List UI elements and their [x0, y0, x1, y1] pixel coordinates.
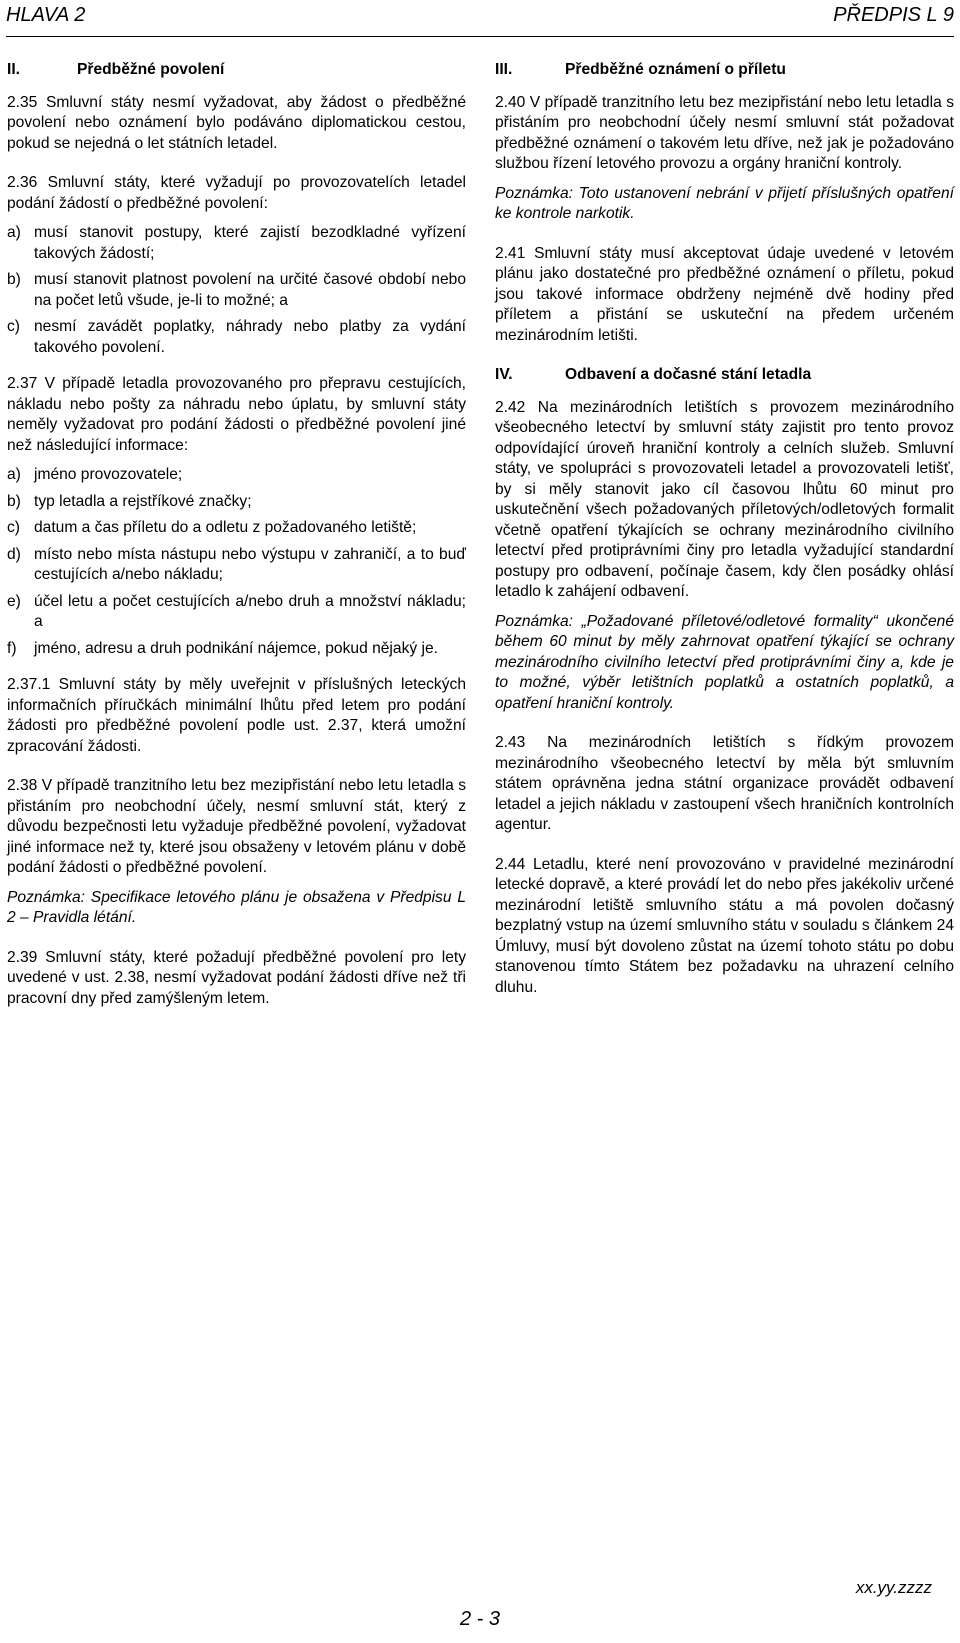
paragraph-2-37-1: 2.37.1 Smluvní státy by měly uveřejnit v příslušných leteckých informačních příručkách minimální lhůtu před letem pro podání žádosti pro předběžné povolení podle ust. 2.37, která umožní zpracování žádosti.	[7, 676, 466, 755]
list-item: c) datum a čas příletu do a odletu z požadovaného letiště;	[7, 519, 417, 536]
right-column	[495, 60, 954, 1007]
section-number: IV.	[495, 366, 513, 383]
note-2-42: Poznámka: „Požadované příletové/odletové formality“ ukončené během 60 minut by měly zahrnovat opatření týkající se ochrany mezinárodního civilního letectví před protiprávními činy a, kde je to možné, výběr letištních poplatků a ostatních poplatků, a opatření hraniční kontroly.	[495, 612, 954, 712]
list-item: c) nesmí zavádět poplatky, náhrady nebo platby za vydání takového povolení.	[7, 318, 466, 356]
paragraph-2-43: 2.43 Na mezinárodních letištích s řídkým provozem mezinárodního všeobecného letectví by měla být smluvním státem oprávněna jedna státní organizace provádět odbavení letadel a jejich nákladu v zastoupení všech hraničních kontrolních agentur.	[495, 734, 954, 833]
section-heading-ii	[7, 60, 466, 81]
list-item: a) jméno provozovatele;	[7, 466, 183, 483]
revision-date: xx.yy.zzzz	[855, 1578, 932, 1597]
section-heading-iii	[495, 60, 954, 81]
page-number: 2 - 3	[459, 1608, 501, 1630]
list-item: a) musí stanovit postupy, které zajistí bezodkladné vyřízení takových žádostí;	[7, 224, 466, 262]
paragraph-2-35: 2.35 Smluvní státy nesmí vyžadovat, aby žádost o předběžné povolení nebo oznámení bylo podáváno diplomatickou cestou, pokud se nejedná o let státních letadel.	[7, 93, 466, 152]
paragraph-2-38: 2.38 V případě tranzitního letu bez mezipřistání nebo letu letadla s přistáním pro neobchodní účely, nesmí smluvní stát, který z důvodu bezpečnosti letu vyžaduje předběžné povolení, vyžadovat jiné informace než ty, které jsou obsaženy v letovém plánu v době podání žádosti o předběžné povolení.	[7, 777, 466, 876]
list-item: d) místo nebo místa nástupu nebo výstupu v zahraničí, a to buď cestujících a/nebo nákladu;	[7, 545, 466, 583]
paragraph-2-41: 2.41 Smluvní státy musí akceptovat údaje uvedené v letovém plánu jako dostatečné pro předběžné oznámení o příletu, pokud jsou takové informace obdrženy nejméně dvě hodiny před příletem a přistání se uskuteční na předem určeném mezinárodním letišti.	[495, 244, 954, 344]
note-2-38: Poznámka: Specifikace letového plánu je obsažena v Předpisu L 2 – Pravidla létání.	[7, 888, 466, 926]
section-title: Předběžné oznámení o příletu	[565, 61, 786, 78]
regulation-label: PŘEDPIS L 9	[833, 4, 954, 26]
paragraph-2-36: 2.36 Smluvní státy, které vyžadují po provozovatelích letadel podání žádostí o předběžné povolení:	[7, 174, 466, 212]
section-title: Předběžné povolení	[77, 61, 225, 78]
left-column	[7, 60, 466, 1018]
section-number: II.	[7, 61, 20, 78]
note-2-40: Poznámka: Toto ustanovení nebrání v přijetí příslušných opatření ke kontrole narkotik.	[495, 184, 954, 222]
list-item: f) jméno, adresu a druh podnikání nájemce, pokud nějaký je.	[7, 639, 438, 657]
list-item: b) musí stanovit platnost povolení na určité časové období nebo na počet letů všude, je-li to možné; a	[7, 271, 466, 309]
list-item: b) typ letadla a rejstříkové značky;	[7, 492, 252, 510]
section-title: Odbavení a dočasné stání letadla	[565, 366, 812, 383]
paragraph-2-40: 2.40 V případě tranzitního letu bez mezipřistání nebo letu letadla s přistáním pro neobchodní účely nesmí smluvní stát požadovat předběžné oznámení o takovém letu dříve, než jak je požadováno službou řízení letového provozu a orgány hraniční kontroly.	[495, 93, 954, 172]
list-item: e) účel letu a počet cestujících a/nebo druh a množství nákladu; a	[7, 592, 466, 630]
paragraph-2-39: 2.39 Smluvní státy, které požadují předběžné povolení pro lety uvedené v ust. 2.38, nesmí vyžadovat podání žádosti dříve než tři pracovní dny před zamýšleným letem.	[7, 948, 466, 1007]
paragraph-2-37: 2.37 V případě letadla provozovaného pro přepravu cestujících, nákladu nebo pošty za náhradu nebo úplatu, by smluvní státy neměly vyžadovat pro podání žádosti o předběžné povolení jiné než následující informace:	[7, 375, 466, 454]
chapter-label: HLAVA 2	[6, 4, 86, 26]
paragraph-2-44: 2.44 Letadlu, které není provozováno v pravidelné mezinárodní letecké dopravě, a které provádí let do nebo přes jakékoliv určené mezinárodní letiště smluvního státu a má povolen dočasný bezplatný vstup na území smluvního státu v souladu s článkem 24 Úmluvy, musí být dovoleno zůstat na území tohoto státu po dobu stanovenou tímto Státem bez požadavku na uhrazení celního dluhu.	[495, 855, 954, 996]
paragraph-2-42: 2.42 Na mezinárodních letištích s provozem mezinárodního všeobecného letectví by smluvní státy zajistit pro tento provoz odpovídající úroveň hraniční kontroly a celních služeb. Smluvní státy, ve spolupráci s provozovateli letadel a provozovateli letišť, by si měly stanovit jako cíl časovou lhůtu 60 minut pro uskutečnění všech požadovaných příletových/odletových formalit včetně opatření týkajících se ochrany mezinárodního civilního letectví před protiprávními činy pro letadla vyžadující standardní postupy pro odbavení, počínaje časem, kdy člen posádky ohlásí letadlo k zahájení odbavení.	[495, 398, 954, 600]
section-heading-iv	[495, 365, 954, 386]
section-number: III.	[495, 61, 513, 78]
page-header	[6, 0, 954, 37]
